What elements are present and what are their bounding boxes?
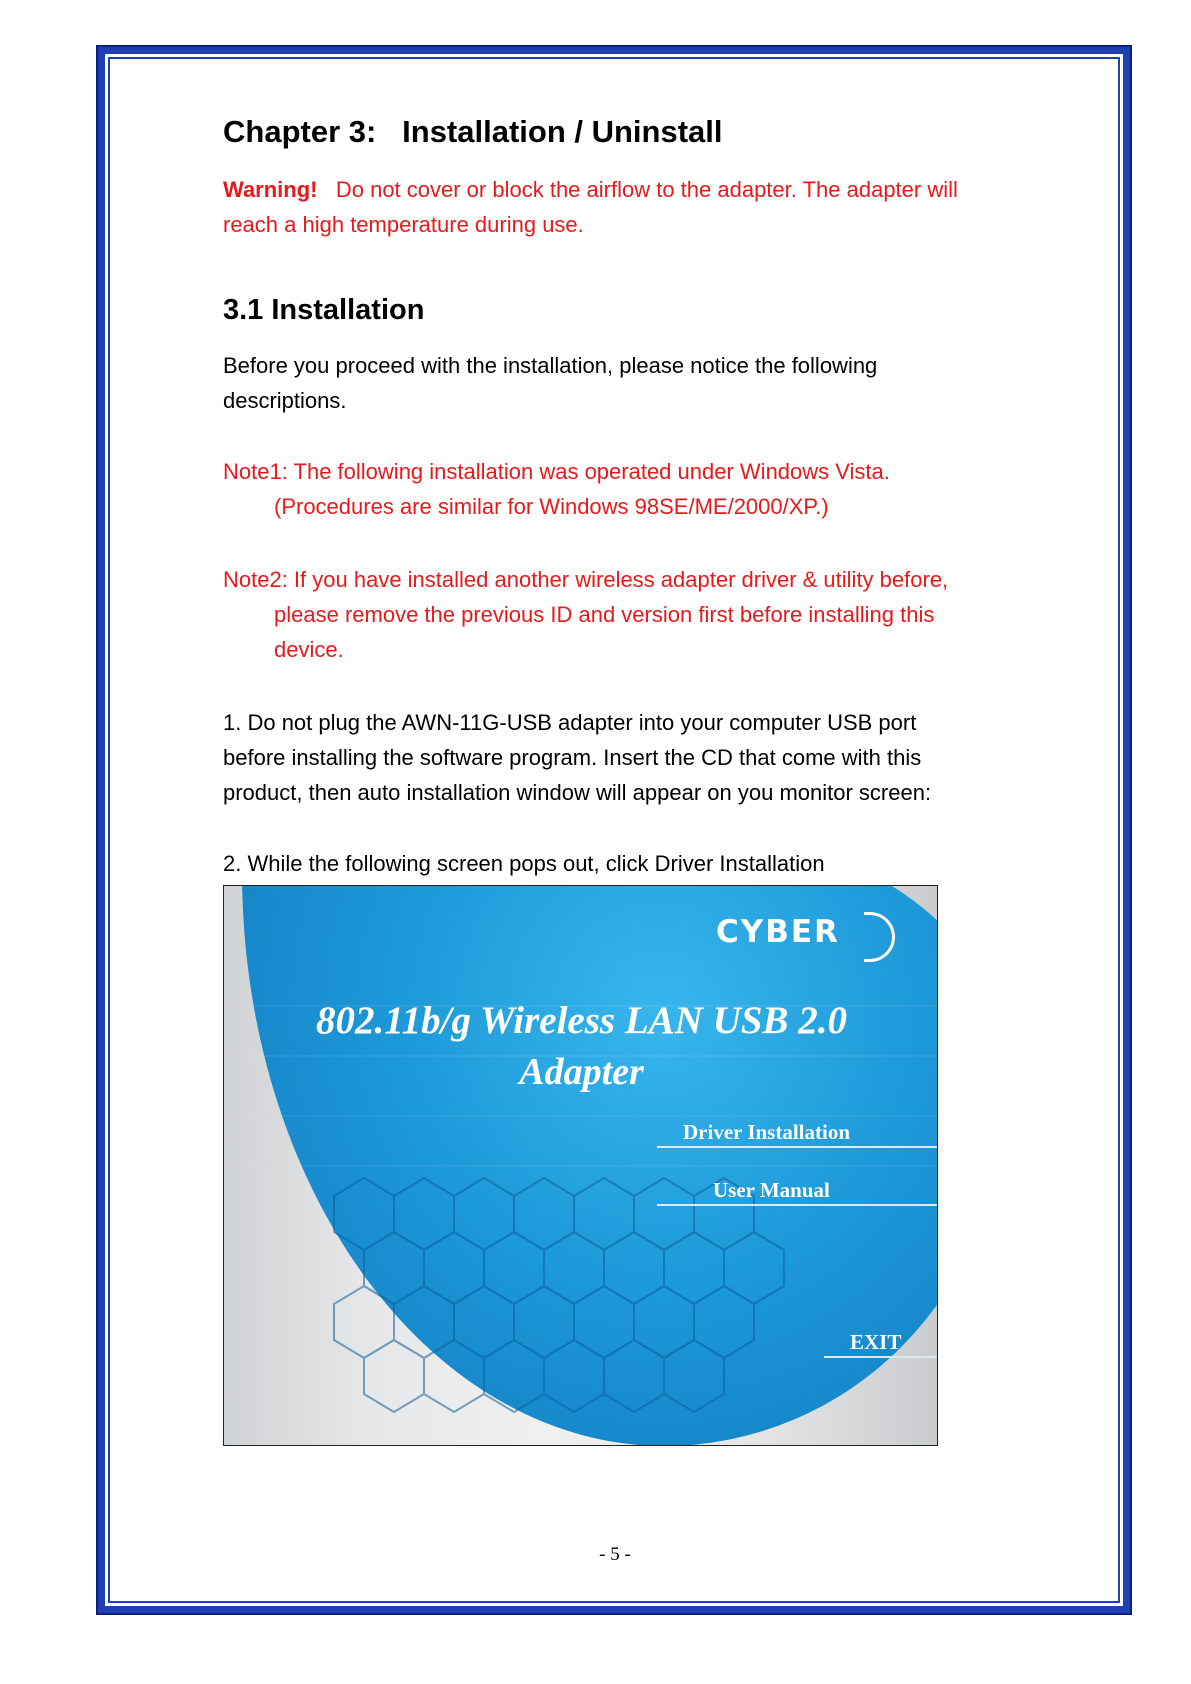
note1-line1: Note1: The following installation was operated under Windows Vista. [223, 459, 890, 484]
note1-line2: (Procedures are similar for Windows 98SE/ME/2000/XP.) [274, 494, 829, 519]
exit-link[interactable]: EXIT [850, 1330, 902, 1354]
installer-title-line1: 802.11b/g Wireless LAN USB 2.0 [316, 999, 847, 1042]
note2-line3: device. [274, 637, 344, 662]
section-title: 3.1 Installation [223, 294, 425, 326]
installer-screenshot [223, 885, 938, 1446]
driver-underline [657, 1146, 937, 1148]
chapter-title: Chapter 3: Installation / Uninstall [223, 114, 723, 149]
warning-paragraph [223, 172, 993, 242]
cyber-logo: CYBER [716, 914, 840, 950]
step2-paragraph: 2. While the following screen pops out, click Driver Installation [223, 851, 825, 876]
page-number: - 5 - [599, 1544, 631, 1565]
step1-paragraph: 1. Do not plug the AWN-11G-USB adapter into your computer USB port before installing the software program. Insert the CD that come with this product, then auto installation window will appear on you monitor screen: [223, 710, 932, 805]
warning-label: Warning! [223, 177, 318, 202]
warning-text: Do not cover or block the airflow to the adapter. The adapter will reach a high temperature during use. [223, 177, 958, 237]
intro-paragraph: Before you proceed with the installation, please notice the following descriptions. [223, 353, 878, 413]
note2-line2: please remove the previous ID and version first before installing this [274, 602, 935, 627]
driver-installation-link[interactable]: Driver Installation [683, 1120, 851, 1144]
installer-title-line2: Adapter [519, 1051, 644, 1093]
note1 [223, 454, 993, 524]
user-manual-link[interactable]: User Manual [713, 1178, 830, 1202]
hexagon-pattern [224, 886, 938, 1446]
exit-underline [824, 1356, 937, 1358]
manual-underline [657, 1204, 937, 1206]
note2 [223, 562, 993, 667]
note2-line1: Note2: If you have installed another wireless adapter driver & utility before, [223, 567, 949, 592]
